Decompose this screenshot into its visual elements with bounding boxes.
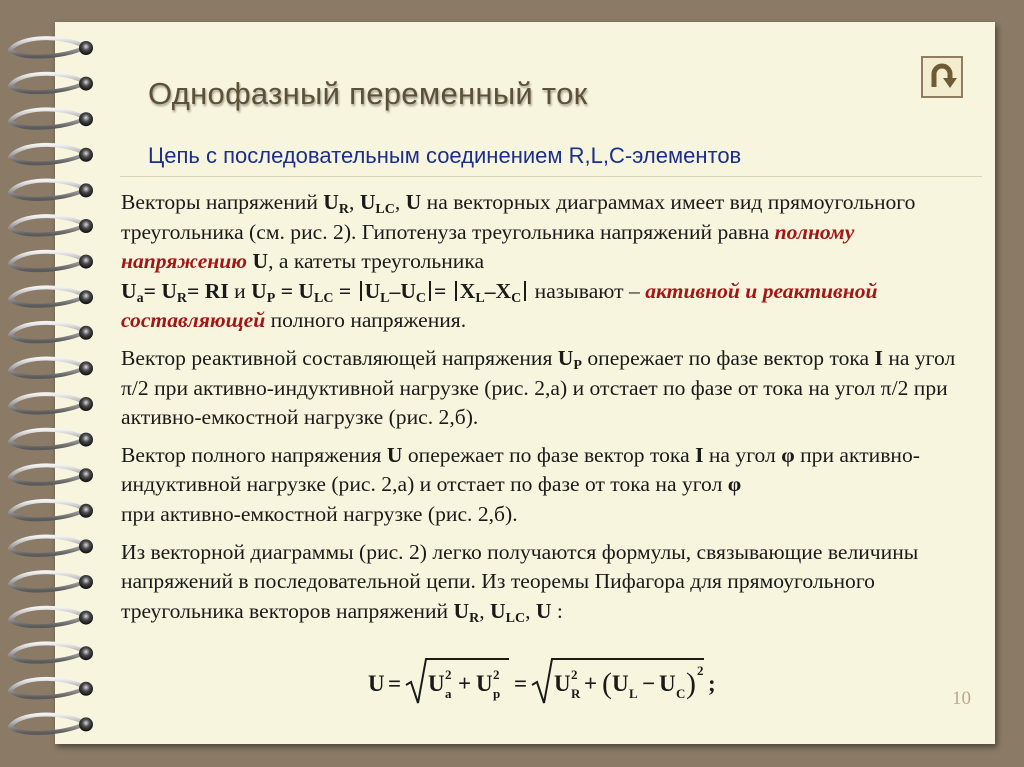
text: , а катеты треугольника — [268, 249, 485, 274]
symbol: = — [143, 278, 162, 303]
text: при активно-индуктивной нагрузке (рис. 2,а) и отстает по фазе от тока на угол — [121, 442, 920, 497]
symbol: = — [434, 278, 452, 303]
symbol: L — [380, 290, 390, 306]
text: на угол — [703, 442, 782, 467]
symbol: U — [298, 278, 314, 303]
symbol: U — [535, 598, 552, 623]
formula-term: U — [428, 671, 445, 696]
formula-semicolon: ; — [708, 671, 716, 696]
symbol: P — [573, 357, 582, 373]
binding-ring — [10, 572, 93, 590]
text: Вектор полного напряжения — [121, 442, 387, 467]
symbol: U — [121, 278, 137, 303]
formula-sub: R — [571, 686, 581, 701]
symbol: = — [280, 278, 299, 303]
symbol: U — [251, 278, 267, 303]
symbol: U — [557, 345, 574, 370]
paragraph-4 — [121, 538, 967, 627]
page-subtitle: Цепь с последовательным соединением R,L,C-элементов — [148, 143, 742, 168]
symbol: RI — [204, 278, 229, 303]
text: Векторы напряжений — [121, 190, 324, 214]
symbol: X — [459, 278, 476, 303]
symbol: LC — [375, 202, 395, 217]
formula-paren: ( — [602, 667, 612, 700]
binding-ring — [10, 109, 93, 127]
symbol: U — [252, 249, 269, 274]
binding-ring — [10, 145, 93, 163]
symbol: φ — [727, 472, 742, 497]
symbol: R — [176, 290, 188, 306]
binding-ring — [10, 608, 93, 626]
pythagoras-formula — [366, 655, 726, 709]
binding-ring — [10, 394, 93, 412]
symbol: U — [359, 190, 376, 214]
text: на угол π/2 при активно-индуктивной нагрузке (рис. 2,а) и отстает по фазе от тока на угол π/2 при активно-емкостной нагрузке (рис. 2,б). — [121, 345, 956, 430]
binding-ring — [10, 181, 93, 199]
symbol: R — [469, 610, 480, 626]
symbol: LC — [314, 290, 334, 306]
paragraph-2 — [121, 344, 967, 433]
formula-paren: ) — [686, 667, 696, 700]
symbol: φ — [781, 442, 795, 467]
symbol: R — [338, 202, 350, 217]
formula-sub: p — [493, 686, 501, 701]
binding-ring — [10, 287, 93, 305]
spiral-binding — [0, 0, 110, 767]
symbol: = — [338, 278, 357, 303]
binding-ring — [10, 679, 93, 697]
formula-term: U — [612, 671, 629, 696]
binding-ring — [10, 537, 93, 555]
formula-exp: 2 — [493, 667, 500, 682]
paragraph-3 — [121, 441, 967, 530]
formula-minus: − — [642, 671, 656, 696]
text: и — [228, 278, 252, 303]
text: : — [551, 598, 563, 623]
abs-bar — [360, 281, 362, 301]
formula-plus: + — [584, 671, 598, 696]
text: , — [349, 190, 360, 214]
symbol: C — [415, 290, 427, 306]
symbol: LC — [505, 610, 526, 626]
text: на векторных диаграммах имеет вид прямоугольного треугольника (см. рис. 2). Гипотенуза треугольника напряжений равна — [121, 190, 916, 244]
text: полного напряжения. — [265, 308, 467, 333]
text: при активно-емкостной нагрузке (рис. 2,б). — [121, 501, 518, 526]
text: , — [394, 190, 406, 214]
symbol: X — [495, 278, 512, 303]
text: , — [479, 598, 491, 623]
abs-bar — [524, 281, 526, 301]
formula-term: U — [476, 671, 493, 696]
symbol: I — [874, 345, 883, 370]
emphasis: полному напряжению — [121, 219, 855, 274]
formula-sub: a — [445, 686, 452, 701]
formula-lhs: U — [368, 671, 385, 696]
symbol: U — [323, 190, 339, 214]
divider — [120, 176, 982, 177]
symbol: – — [389, 278, 401, 303]
binding-ring — [10, 643, 93, 661]
binding-ring — [10, 216, 93, 234]
body-text — [121, 188, 967, 634]
formula-sub: L — [629, 686, 638, 701]
symbol: U — [453, 598, 470, 623]
text: называют – — [529, 278, 646, 303]
formula-sub: C — [676, 686, 686, 701]
symbol: I — [695, 442, 704, 467]
formula-eq: = — [388, 671, 402, 696]
formula-exp: 2 — [445, 667, 452, 682]
symbol: = — [187, 278, 205, 303]
binding-ring — [10, 359, 93, 377]
text: опережает по фазе вектор тока — [402, 442, 696, 467]
symbol: U — [364, 278, 381, 303]
text: Вектор реактивной составляющей напряжения — [121, 345, 558, 370]
formula-exp: 2 — [571, 667, 578, 682]
symbol: U — [386, 442, 403, 467]
symbol: U — [490, 598, 506, 623]
formula-term: U — [554, 671, 571, 696]
formula-plus: + — [458, 671, 472, 696]
page-number: 10 — [952, 688, 971, 709]
binding-ring — [10, 252, 93, 270]
formula-eq: = — [514, 671, 528, 696]
symbol: C — [511, 290, 522, 306]
emphasis: активной и реактивной составляющей — [121, 278, 878, 333]
abs-bar — [455, 281, 457, 301]
formula-exp: 2 — [697, 663, 704, 678]
paragraph-1 — [121, 188, 967, 336]
binding-ring — [10, 501, 93, 519]
symbol: U — [405, 190, 422, 214]
binding-ring — [10, 715, 93, 733]
symbol: U — [161, 278, 177, 303]
u-turn-arrow-icon — [925, 60, 959, 94]
binding-ring — [10, 38, 93, 56]
text: , — [525, 598, 536, 623]
binding-ring — [10, 430, 93, 448]
binding-ring — [10, 465, 93, 483]
binding-ring — [10, 74, 93, 92]
text: опережает по фазе вектор тока — [581, 345, 875, 370]
symbol: a — [136, 290, 144, 306]
symbol: P — [266, 290, 276, 306]
binding-ring — [10, 323, 93, 341]
symbol: L — [475, 290, 485, 306]
text: Из векторной диаграммы (рис. 2) легко получаются формулы, связывающие величины напряжений в последовательной цепи. Из теоремы Пифагора для прямоугольного треугольника векторов напряжений — [121, 539, 919, 623]
symbol: – — [484, 278, 496, 303]
symbol: U — [400, 278, 416, 303]
abs-bar — [429, 281, 431, 301]
page-title: Однофазный переменный ток — [148, 76, 588, 111]
back-button[interactable] — [921, 56, 963, 98]
formula-term: U — [659, 671, 676, 696]
